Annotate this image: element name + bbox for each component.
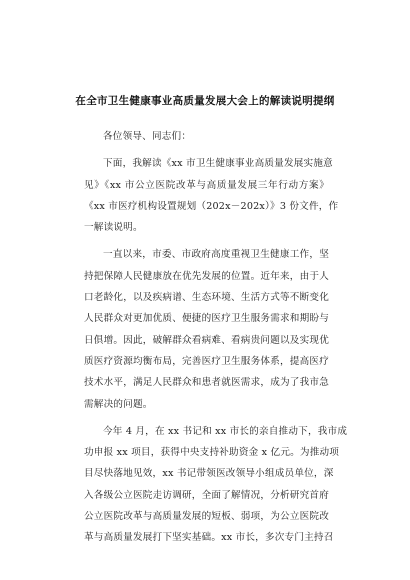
text-line: 口老龄化，以及疾病谱、生态环境、生活方式等不断变化 — [84, 292, 329, 304]
text-line: 功申报 xx 项目，获得中央支持补助资金 x 亿元。为推动项 — [84, 447, 340, 459]
paragraph-intro — [84, 153, 339, 238]
text-line: 一直以来，市委、市政府高度重视卫生健康工作，坚 — [103, 249, 329, 261]
paragraph-project — [84, 421, 348, 549]
text-line: 《xx 市医疗机构设置规划（202x－202x）》3 份文件，作 — [84, 200, 339, 212]
text-line: 革与高质量发展打下坚实基础。xx 市长，多次专门主持召 — [84, 532, 334, 544]
text-line: 各位领导、同志们： — [103, 131, 192, 142]
text-line: 公立医院改革与高质量发展的短板、弱项，为公立医院改 — [84, 511, 329, 523]
document-body — [84, 126, 348, 555]
text-line: 今年 4 月，在 xx 书记和 xx 市长的亲自推动下，我市成 — [103, 425, 348, 437]
text-line: 见》《xx 市公立医院改革与高质量发展三年行动方案》 — [84, 179, 329, 191]
text-line: 技术水平，满足人民群众和患者就医需求，成为了我市急 — [84, 377, 329, 389]
text-line: 日俱增。因此，破解群众看病难、看病贵问题以及实现优 — [84, 334, 329, 346]
paragraph-background — [84, 244, 329, 414]
paragraph-salutation — [84, 126, 329, 147]
text-line: 质医疗资源均衡布局，完善医疗卫生服务体系，提高医疗 — [84, 355, 329, 367]
text-line: 需解决的问题。 — [84, 398, 153, 410]
text-line: 人民群众对更加优质、便捷的医疗卫生服务需求和期盼与 — [84, 313, 329, 325]
text-line: 入各级公立医院走访调研，全面了解情况，分析研究首府 — [84, 489, 329, 501]
text-line: 目尽快落地见效，xx 书记带领医改领导小组成员单位，深 — [84, 468, 334, 480]
document-title: 在全市卫生健康事业高质量发展大会上的解读说明提纲 — [75, 95, 335, 107]
text-line: 一解读说明。 — [84, 222, 143, 234]
text-line: 持把保障人民健康放在优先发展的位置。近年来，由于人 — [84, 270, 329, 282]
text-line: 下面，我解读《xx 市卫生健康事业高质量发展实施意 — [103, 158, 333, 170]
